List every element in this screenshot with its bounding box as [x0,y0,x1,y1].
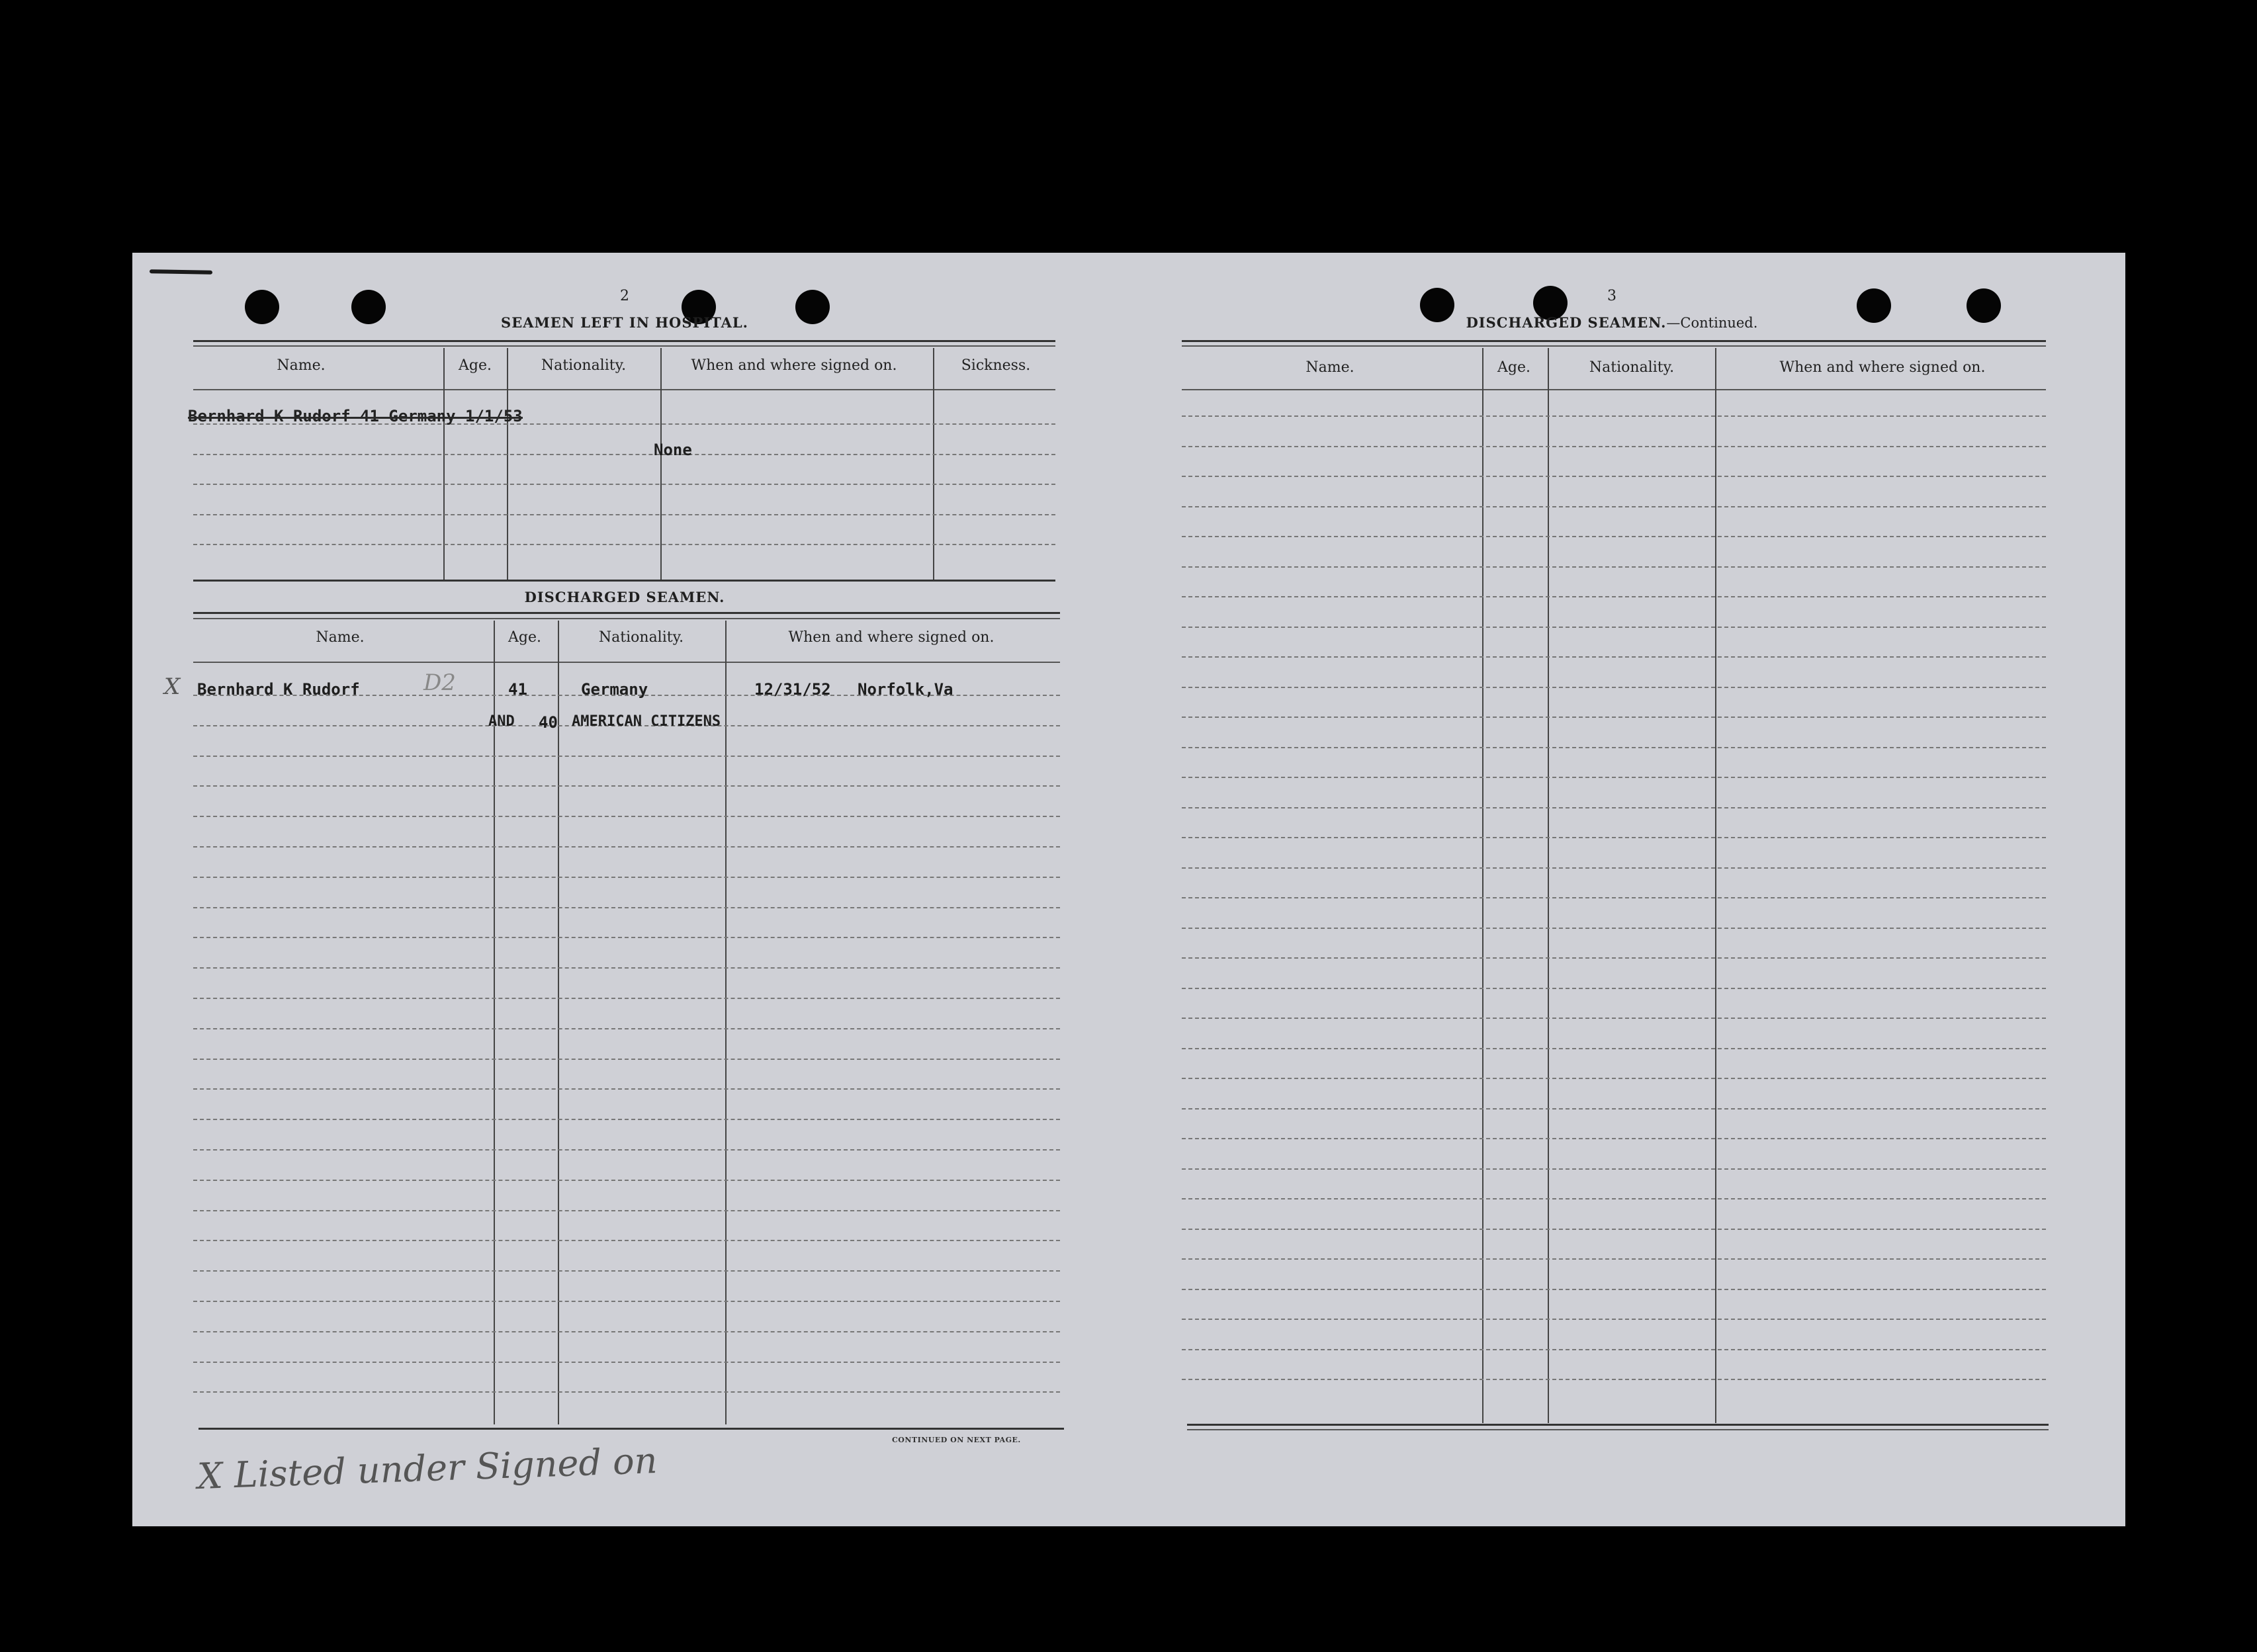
ruled-line [1182,687,2046,688]
seaman-age: 41 [508,680,527,699]
ruled-line [1182,536,2046,537]
ruled-line [1182,807,2046,808]
summary-count: 40 [539,713,558,732]
ruled-line [1182,1108,2046,1109]
ruled-line [193,484,1055,485]
right-col-divider [1715,348,1716,1423]
seaman-name: Bernhard K Rudorf [197,680,360,699]
ruled-line [193,1210,1060,1211]
discharged-col-divider [494,621,495,1424]
title-main: DISCHARGED SEAMEN. [1466,314,1667,331]
ruled-line [1182,747,2046,748]
ruled-line [193,514,1055,515]
ruled-line [1182,988,2046,989]
punch-hole [1420,288,1454,322]
punch-hole [245,290,279,324]
right-col-age: Age. [1497,359,1530,376]
ruled-line [1182,957,2046,959]
right-table-top-rule [1182,340,2046,342]
ledger-sheet [132,253,2125,1526]
summary-text: AMERICAN CITIZENS [572,713,721,730]
handwritten-annotation: X Listed under Signed on [197,1439,658,1498]
ruled-line [1182,506,2046,507]
handwritten-code: D2 [423,670,456,696]
ruled-line [193,1240,1060,1241]
ruled-line [193,998,1060,999]
ruled-line [193,544,1055,545]
ruled-line [193,1331,1060,1332]
ruled-line [1182,446,2046,447]
summary-label: AND [488,713,515,730]
hospital-struck-entry [188,407,523,425]
ruled-line [193,846,1060,848]
hospital-section-title: SEAMEN LEFT IN HOSPITAL. [501,314,748,331]
right-col-nationality: Nationality. [1589,359,1675,376]
ruled-line [193,785,1060,787]
ruled-line [1182,837,2046,838]
ruled-line [1182,897,2046,898]
ruled-line [193,967,1060,969]
ruled-line [193,816,1060,817]
hospital-table-top-rule-2 [193,345,1055,347]
hospital-col-name: Name. [277,357,326,374]
ruled-line [193,454,1055,455]
ruled-line [193,937,1060,938]
ruled-line [193,907,1060,908]
ruled-line [193,1028,1060,1029]
ruled-line [1182,566,2046,568]
ruled-line [1182,717,2046,718]
ruled-line [1182,1078,2046,1079]
page-number-left: 2 [620,288,629,304]
ruled-line [1182,1018,2046,1019]
check-mark: X [164,674,181,700]
ruled-line [193,1362,1060,1363]
hospital-header-rule [193,389,1055,390]
hospital-col-nationality: Nationality. [541,357,627,374]
continued-note: CONTINUED ON NEXT PAGE. [892,1436,1021,1444]
page-number-right: 3 [1607,288,1616,304]
ruled-line [193,1270,1060,1272]
hospital-col-signed-on: When and where signed on. [691,357,897,374]
ruled-line [1182,596,2046,597]
signed-on-date: 12/31/52 [754,680,831,699]
discharged-col-signed-on: When and where signed on. [788,629,995,646]
right-table-bottom-rule [1187,1424,2049,1426]
ruled-line [1182,476,2046,477]
discharged-section-title: DISCHARGED SEAMEN. [524,589,725,605]
right-col-divider [1482,348,1483,1423]
hospital-table-top-rule [193,340,1055,342]
ruled-line [1182,1229,2046,1230]
signed-on-place: Norfolk,Va [858,680,953,699]
discharged-header-rule [193,662,1060,663]
punch-hole [1967,288,2001,323]
ruled-line [193,877,1060,878]
right-col-name: Name. [1306,359,1354,376]
ruled-line [1182,627,2046,628]
ruled-line [193,1119,1060,1120]
discharged-continued-title [1466,314,1758,331]
hospital-none-text: None [654,441,692,459]
ruled-line [1182,1319,2046,1320]
ruled-line [193,1391,1060,1393]
ruled-line [193,756,1060,757]
hospital-table-bottom-rule [193,580,1055,582]
ruled-line [193,1149,1060,1151]
hospital-col-sickness: Sickness. [961,357,1031,374]
right-table-bottom-rule-2 [1187,1429,2049,1430]
right-col-divider [1548,348,1549,1423]
right-col-signed-on: When and where signed on. [1779,359,1986,376]
ruled-line [193,1088,1060,1090]
discharged-col-divider [558,621,559,1424]
discharged-table-top-rule [193,612,1060,614]
ruled-line [1182,1258,2046,1260]
ruled-line [1182,928,2046,929]
ruled-line [1182,777,2046,778]
discharged-col-name: Name. [316,629,365,646]
punch-hole [351,290,386,324]
ruled-line [1182,1379,2046,1380]
struck-text: Bernhard K Rudorf 41 Germany 1/1/53 [188,407,523,425]
ruled-line [1182,656,2046,658]
ruled-line [193,1180,1060,1181]
right-table-top-rule-2 [1182,345,2046,347]
punch-hole [795,290,830,324]
ruled-line [1182,1289,2046,1290]
seaman-nationality: Germany [581,680,648,699]
ruled-line [193,1301,1060,1302]
discharged-table-top-rule-2 [193,618,1060,619]
discharged-col-age: Age. [508,629,541,646]
discharged-col-divider [725,621,727,1424]
ruled-line [1182,1349,2046,1350]
discharged-table-bottom-rule [199,1428,1064,1430]
ruled-line [1182,1138,2046,1139]
punch-hole [1857,288,1891,323]
discharged-col-nationality: Nationality. [598,629,684,646]
ruled-line [1182,1168,2046,1170]
ruled-line [193,1059,1060,1060]
right-header-rule [1182,389,2046,390]
ruled-line [1182,867,2046,869]
ruled-line [1182,415,2046,417]
ruled-line [1182,1048,2046,1049]
hospital-col-age: Age. [459,357,492,374]
title-suffix: —Continued. [1666,315,1758,331]
ruled-line [1182,1198,2046,1199]
